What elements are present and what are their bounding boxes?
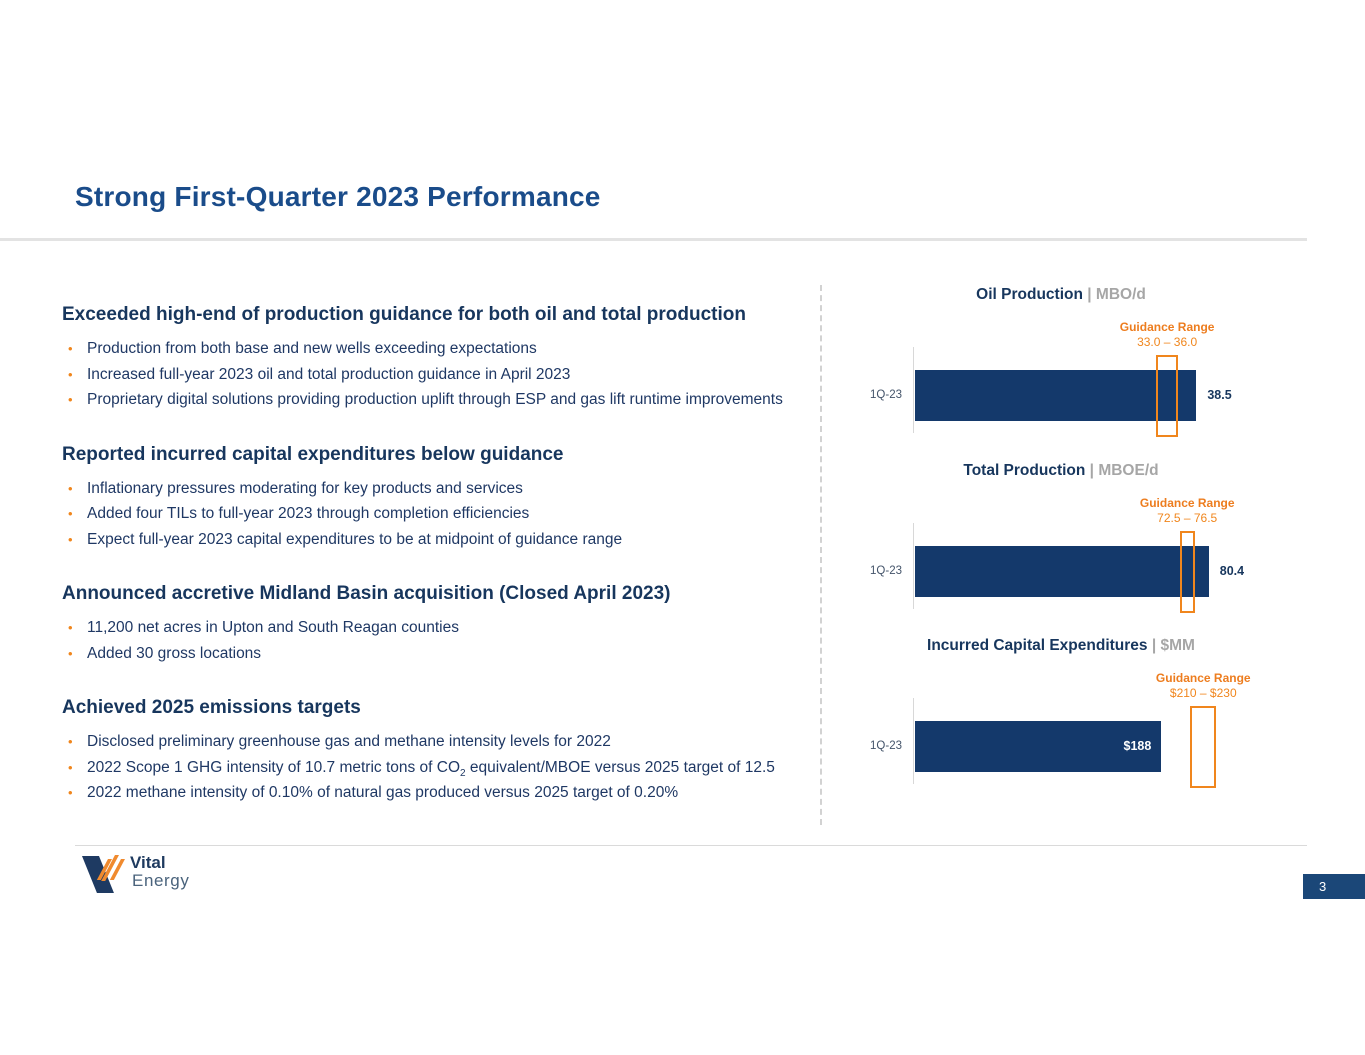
- chart-title: [830, 286, 1292, 304]
- value-label: 80.4: [1219, 564, 1245, 578]
- bullet-text: 2022 Scope 1 GHG intensity of 10.7 metric tons of $CO_2$ equivalent/MBOE versus 2025 target of 12.5: [87, 758, 775, 779]
- value-label: 38.5: [1207, 388, 1232, 402]
- bullet-text: Inflationary pressures moderating for key products and services: [87, 479, 523, 497]
- bullet-text: 2022 methane intensity of 0.10% of natural gas produced versus 2025 target of 0.20%: [87, 784, 679, 801]
- column-divider: [820, 285, 822, 825]
- chart-capital-expenditures: [830, 634, 1305, 810]
- bullet-text: Proprietary digital solutions providing production uplift through ESP and gas lift runtime improvements: [87, 391, 783, 408]
- chart-title-separator: |: [1089, 462, 1095, 479]
- bullet-text: Disclosed preliminary greenhouse gas and methane intensity levels for 2022: [87, 733, 611, 750]
- bullet-text: Added four TILs to full-year 2023 through completion efficiencies: [87, 505, 530, 522]
- category-label: 1Q-23: [870, 740, 902, 752]
- page-number-badge: 3: [1303, 874, 1365, 899]
- guidance-range-label: Guidance Range $210 – $230: [1155, 671, 1251, 700]
- bullet-item: [62, 387, 842, 413]
- category-label: 1Q-23: [870, 389, 902, 401]
- chart-title-main: Total Production: [963, 462, 1086, 479]
- chart-title-separator: |: [1087, 286, 1092, 303]
- bullet-dot: •: [68, 341, 73, 356]
- section-heading: Announced accretive Midland Basin acquisition (Closed April 2023): [62, 583, 671, 604]
- y-axis-line: [913, 347, 914, 433]
- bullet-text: Added 30 gross locations: [87, 644, 262, 662]
- section-emissions-targets: [62, 696, 842, 806]
- chart-title-main: Oil Production: [976, 286, 1083, 303]
- bullet-item: [62, 615, 842, 641]
- chart-title-unit: MBO/d: [1095, 286, 1146, 303]
- bullet-dot: •: [68, 506, 73, 521]
- bullet-item: [62, 755, 842, 781]
- bullet-item: [62, 527, 842, 553]
- bullet-dot: •: [68, 392, 73, 407]
- bullet-item: [62, 729, 842, 755]
- value-label: $188: [1123, 739, 1152, 753]
- section-midland-acquisition: [62, 582, 842, 666]
- guidance-range-box: [1156, 355, 1178, 437]
- key-points-column: [62, 303, 842, 836]
- bar-1q23: [915, 546, 1209, 597]
- bullet-dot: •: [68, 645, 73, 661]
- section-capital-expenditures: [62, 443, 842, 553]
- bullet-item: [62, 641, 842, 667]
- bullet-dot: •: [68, 531, 73, 547]
- bullet-item: [62, 336, 842, 362]
- bullet-text: 11,200 net acres in Upton and South Reagan counties: [87, 619, 459, 636]
- section-production-guidance: [62, 303, 842, 413]
- y-axis-line: [913, 698, 914, 784]
- bullet-text: Increased full-year 2023 oil and total production guidance in April 2023: [87, 365, 571, 383]
- bullet-dot: •: [68, 759, 73, 775]
- bullet-dot: •: [68, 734, 73, 749]
- co2-subscript: 2: [460, 767, 466, 779]
- bullet-text: Expect full-year 2023 capital expenditures to be at midpoint of guidance range: [87, 530, 623, 548]
- section-heading: Reported incurred capital expenditures below guidance: [62, 443, 564, 465]
- bullet-dot: •: [68, 785, 73, 800]
- chart-title-separator: |: [1151, 637, 1157, 654]
- bullet-item: [62, 476, 842, 502]
- chart-title: [830, 637, 1292, 655]
- vital-energy-logo: [78, 850, 238, 902]
- chart-title-main: Incurred Capital Expenditures: [927, 637, 1148, 654]
- footer-divider: [75, 845, 1307, 846]
- logo-text-energy: Energy: [132, 871, 190, 890]
- section-heading: Exceeded high-end of production guidance for both oil and total production: [62, 304, 746, 325]
- y-axis-line: [913, 523, 914, 609]
- chart-oil-production: [830, 283, 1305, 459]
- category-label: 1Q-23: [870, 565, 902, 577]
- title-divider: [0, 238, 1307, 241]
- bullet-dot: •: [68, 366, 73, 382]
- logo-text-vital: Vital: [130, 853, 166, 872]
- bullet-item: [62, 501, 842, 527]
- bullet-dot: •: [68, 620, 73, 635]
- bullet-item: [62, 780, 842, 806]
- guidance-range-label: Guidance Range 72.5 – 76.5: [1139, 496, 1235, 525]
- guidance-range-box: [1190, 706, 1216, 788]
- page-title: Strong First-Quarter 2023 Performance: [75, 181, 601, 212]
- chart-title: [830, 462, 1292, 480]
- bullet-dot: •: [68, 480, 73, 496]
- chart-total-production: [830, 459, 1305, 635]
- guidance-range-label: Guidance Range 33.0 – 36.0: [1119, 320, 1215, 349]
- chart-title-unit: $MM: [1160, 637, 1195, 654]
- bullet-item: [62, 362, 842, 388]
- bar-1q23: [915, 370, 1196, 421]
- section-heading: Achieved 2025 emissions targets: [62, 697, 361, 718]
- bullet-text: Production from both base and new wells exceeding expectations: [87, 340, 537, 357]
- chart-title-unit: MBOE/d: [1098, 462, 1159, 479]
- guidance-range-box: [1180, 531, 1195, 613]
